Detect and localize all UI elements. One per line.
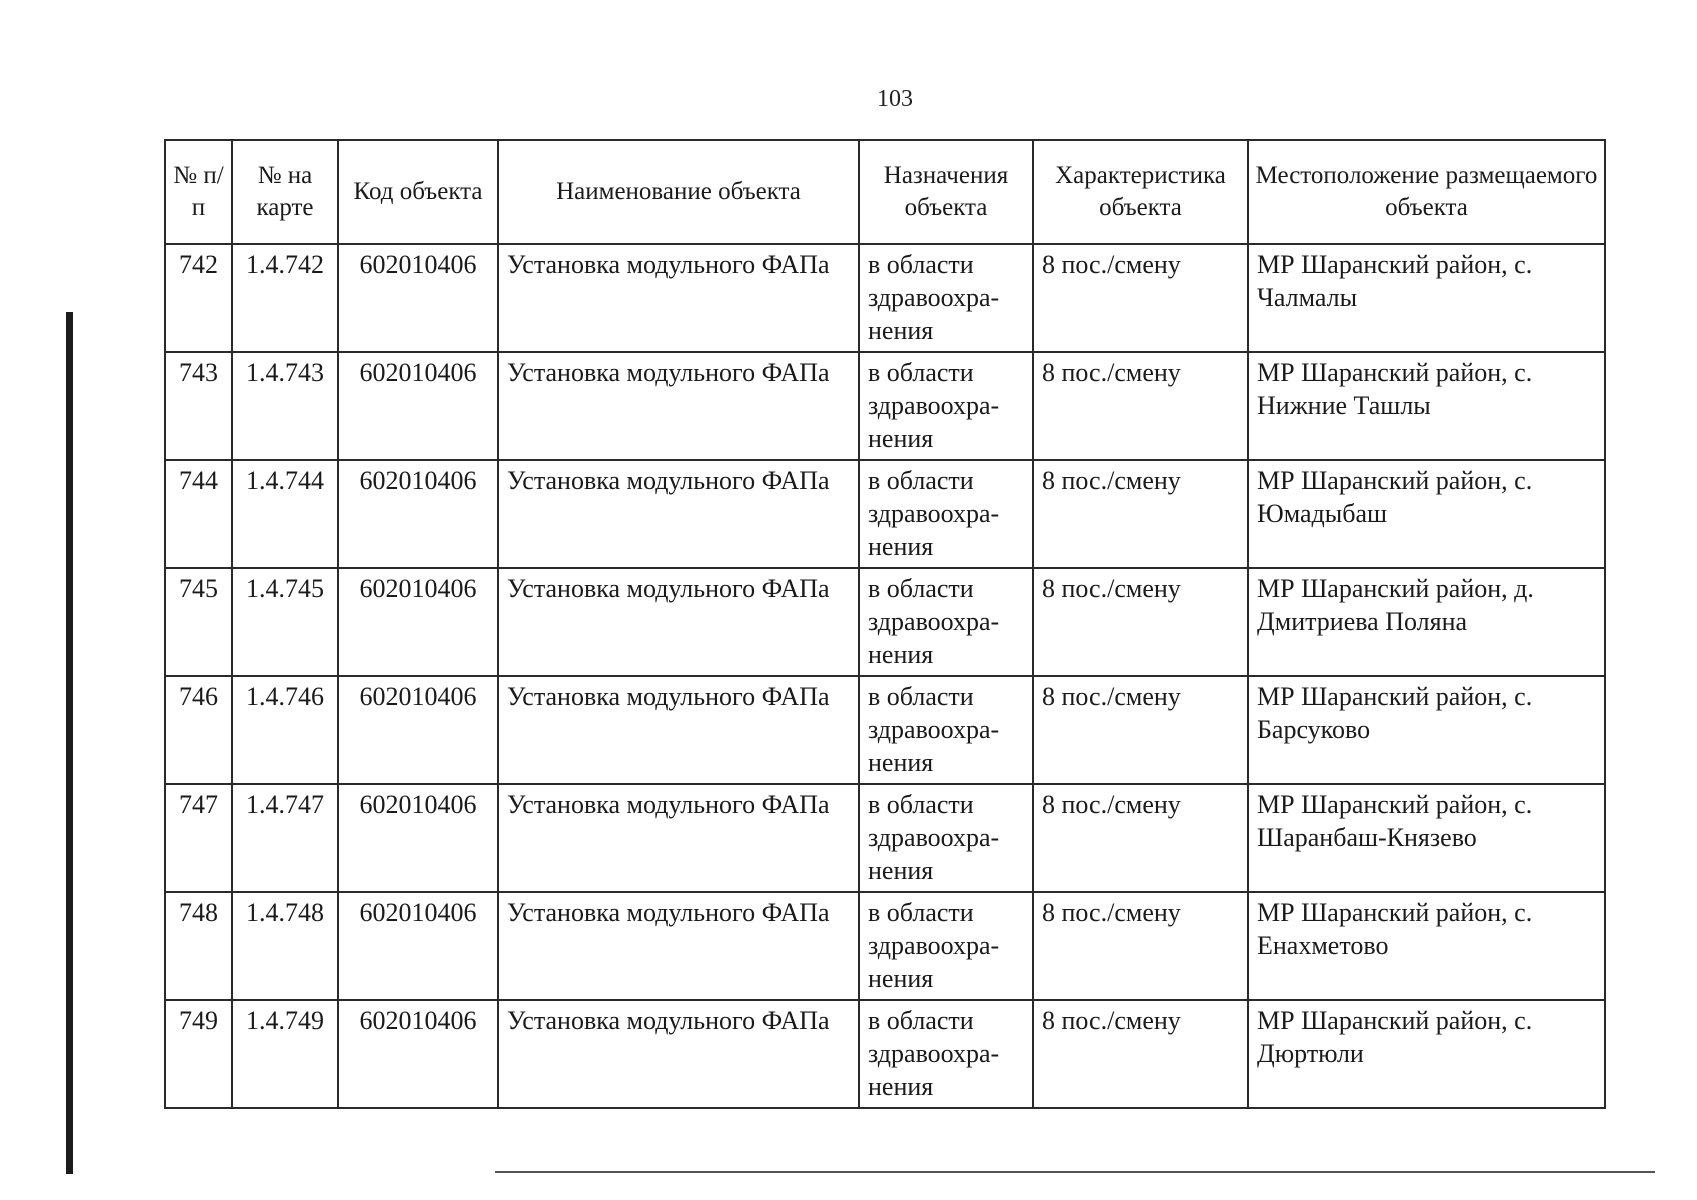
object-purpose-cell: в области здравоохра-нения: [859, 460, 1033, 568]
table-row: [165, 1000, 1605, 1108]
object-purpose-cell: в области здравоохра-нения: [859, 352, 1033, 460]
header-row-number: № п/п: [165, 140, 232, 244]
object-characteristic-cell: 8 пос./смену: [1033, 1000, 1248, 1108]
map-number-cell: 1.4.743: [232, 352, 338, 460]
object-code-cell: 602010406: [338, 352, 498, 460]
row-number-cell: 745: [165, 568, 232, 676]
map-number-cell: 1.4.744: [232, 460, 338, 568]
object-code-cell: 602010406: [338, 676, 498, 784]
object-name-cell: Установка модульного ФАПа: [498, 568, 859, 676]
row-number-cell: 746: [165, 676, 232, 784]
object-characteristic-cell: 8 пос./смену: [1033, 892, 1248, 1000]
row-number-cell: 743: [165, 352, 232, 460]
map-number-cell: 1.4.745: [232, 568, 338, 676]
object-name-cell: Установка модульного ФАПа: [498, 676, 859, 784]
object-purpose-cell: в области здравоохра-нения: [859, 676, 1033, 784]
page-number: 103: [877, 86, 913, 112]
object-characteristic-cell: 8 пос./смену: [1033, 784, 1248, 892]
map-number-cell: 1.4.748: [232, 892, 338, 1000]
table-row: [165, 784, 1605, 892]
object-characteristic-cell: 8 пос./смену: [1033, 676, 1248, 784]
object-code-cell: 602010406: [338, 568, 498, 676]
row-number-cell: 749: [165, 1000, 232, 1108]
header-object-code: Код объекта: [338, 140, 498, 244]
object-location-cell: МР Шаранский район, с. Юмадыбаш: [1248, 460, 1605, 568]
object-characteristic-cell: 8 пос./смену: [1033, 244, 1248, 352]
object-name-cell: Установка модульного ФАПа: [498, 784, 859, 892]
object-code-cell: 602010406: [338, 460, 498, 568]
object-location-cell: МР Шаранский район, с. Дюртюли: [1248, 1000, 1605, 1108]
object-location-cell: МР Шаранский район, с. Шаранбаш-Князево: [1248, 784, 1605, 892]
object-location-cell: МР Шаранский район, с. Барсуково: [1248, 676, 1605, 784]
object-name-cell: Установка модульного ФАПа: [498, 352, 859, 460]
bottom-rule: [495, 1171, 1655, 1173]
header-object-name: Наименование объекта: [498, 140, 859, 244]
table-row: [165, 460, 1605, 568]
object-characteristic-cell: 8 пос./смену: [1033, 460, 1248, 568]
object-code-cell: 602010406: [338, 892, 498, 1000]
object-code-cell: 602010406: [338, 1000, 498, 1108]
table-row: [165, 244, 1605, 352]
scan-edge-mark: [66, 312, 73, 1174]
table-row: [165, 892, 1605, 1000]
map-number-cell: 1.4.746: [232, 676, 338, 784]
map-number-cell: 1.4.747: [232, 784, 338, 892]
object-name-cell: Установка модульного ФАПа: [498, 460, 859, 568]
object-location-cell: МР Шаранский район, с. Чалмалы: [1248, 244, 1605, 352]
object-name-cell: Установка модульного ФАПа: [498, 244, 859, 352]
header-map-number: № на карте: [232, 140, 338, 244]
object-name-cell: Установка модульного ФАПа: [498, 1000, 859, 1108]
object-characteristic-cell: 8 пос./смену: [1033, 568, 1248, 676]
header-object-location: Местоположение размещаемого объекта: [1248, 140, 1605, 244]
object-code-cell: 602010406: [338, 244, 498, 352]
header-object-characteristic: Характеристика объекта: [1033, 140, 1248, 244]
object-purpose-cell: в области здравоохра-нения: [859, 1000, 1033, 1108]
object-location-cell: МР Шаранский район, д. Дмитриева Поляна: [1248, 568, 1605, 676]
objects-table: [164, 139, 1606, 1109]
row-number-cell: 744: [165, 460, 232, 568]
object-characteristic-cell: 8 пос./смену: [1033, 352, 1248, 460]
table-header-row: [165, 140, 1605, 244]
object-purpose-cell: в области здравоохра-нения: [859, 244, 1033, 352]
object-location-cell: МР Шаранский район, с. Енахметово: [1248, 892, 1605, 1000]
map-number-cell: 1.4.749: [232, 1000, 338, 1108]
map-number-cell: 1.4.742: [232, 244, 338, 352]
table-row: [165, 568, 1605, 676]
object-purpose-cell: в области здравоохра-нения: [859, 784, 1033, 892]
object-location-cell: МР Шаранский район, с. Нижние Ташлы: [1248, 352, 1605, 460]
object-purpose-cell: в области здравоохра-нения: [859, 568, 1033, 676]
row-number-cell: 748: [165, 892, 232, 1000]
row-number-cell: 742: [165, 244, 232, 352]
object-code-cell: 602010406: [338, 784, 498, 892]
table-row: [165, 676, 1605, 784]
table-row: [165, 352, 1605, 460]
object-purpose-cell: в области здравоохра-нения: [859, 892, 1033, 1000]
object-name-cell: Установка модульного ФАПа: [498, 892, 859, 1000]
row-number-cell: 747: [165, 784, 232, 892]
header-object-purpose: Назначения объекта: [859, 140, 1033, 244]
